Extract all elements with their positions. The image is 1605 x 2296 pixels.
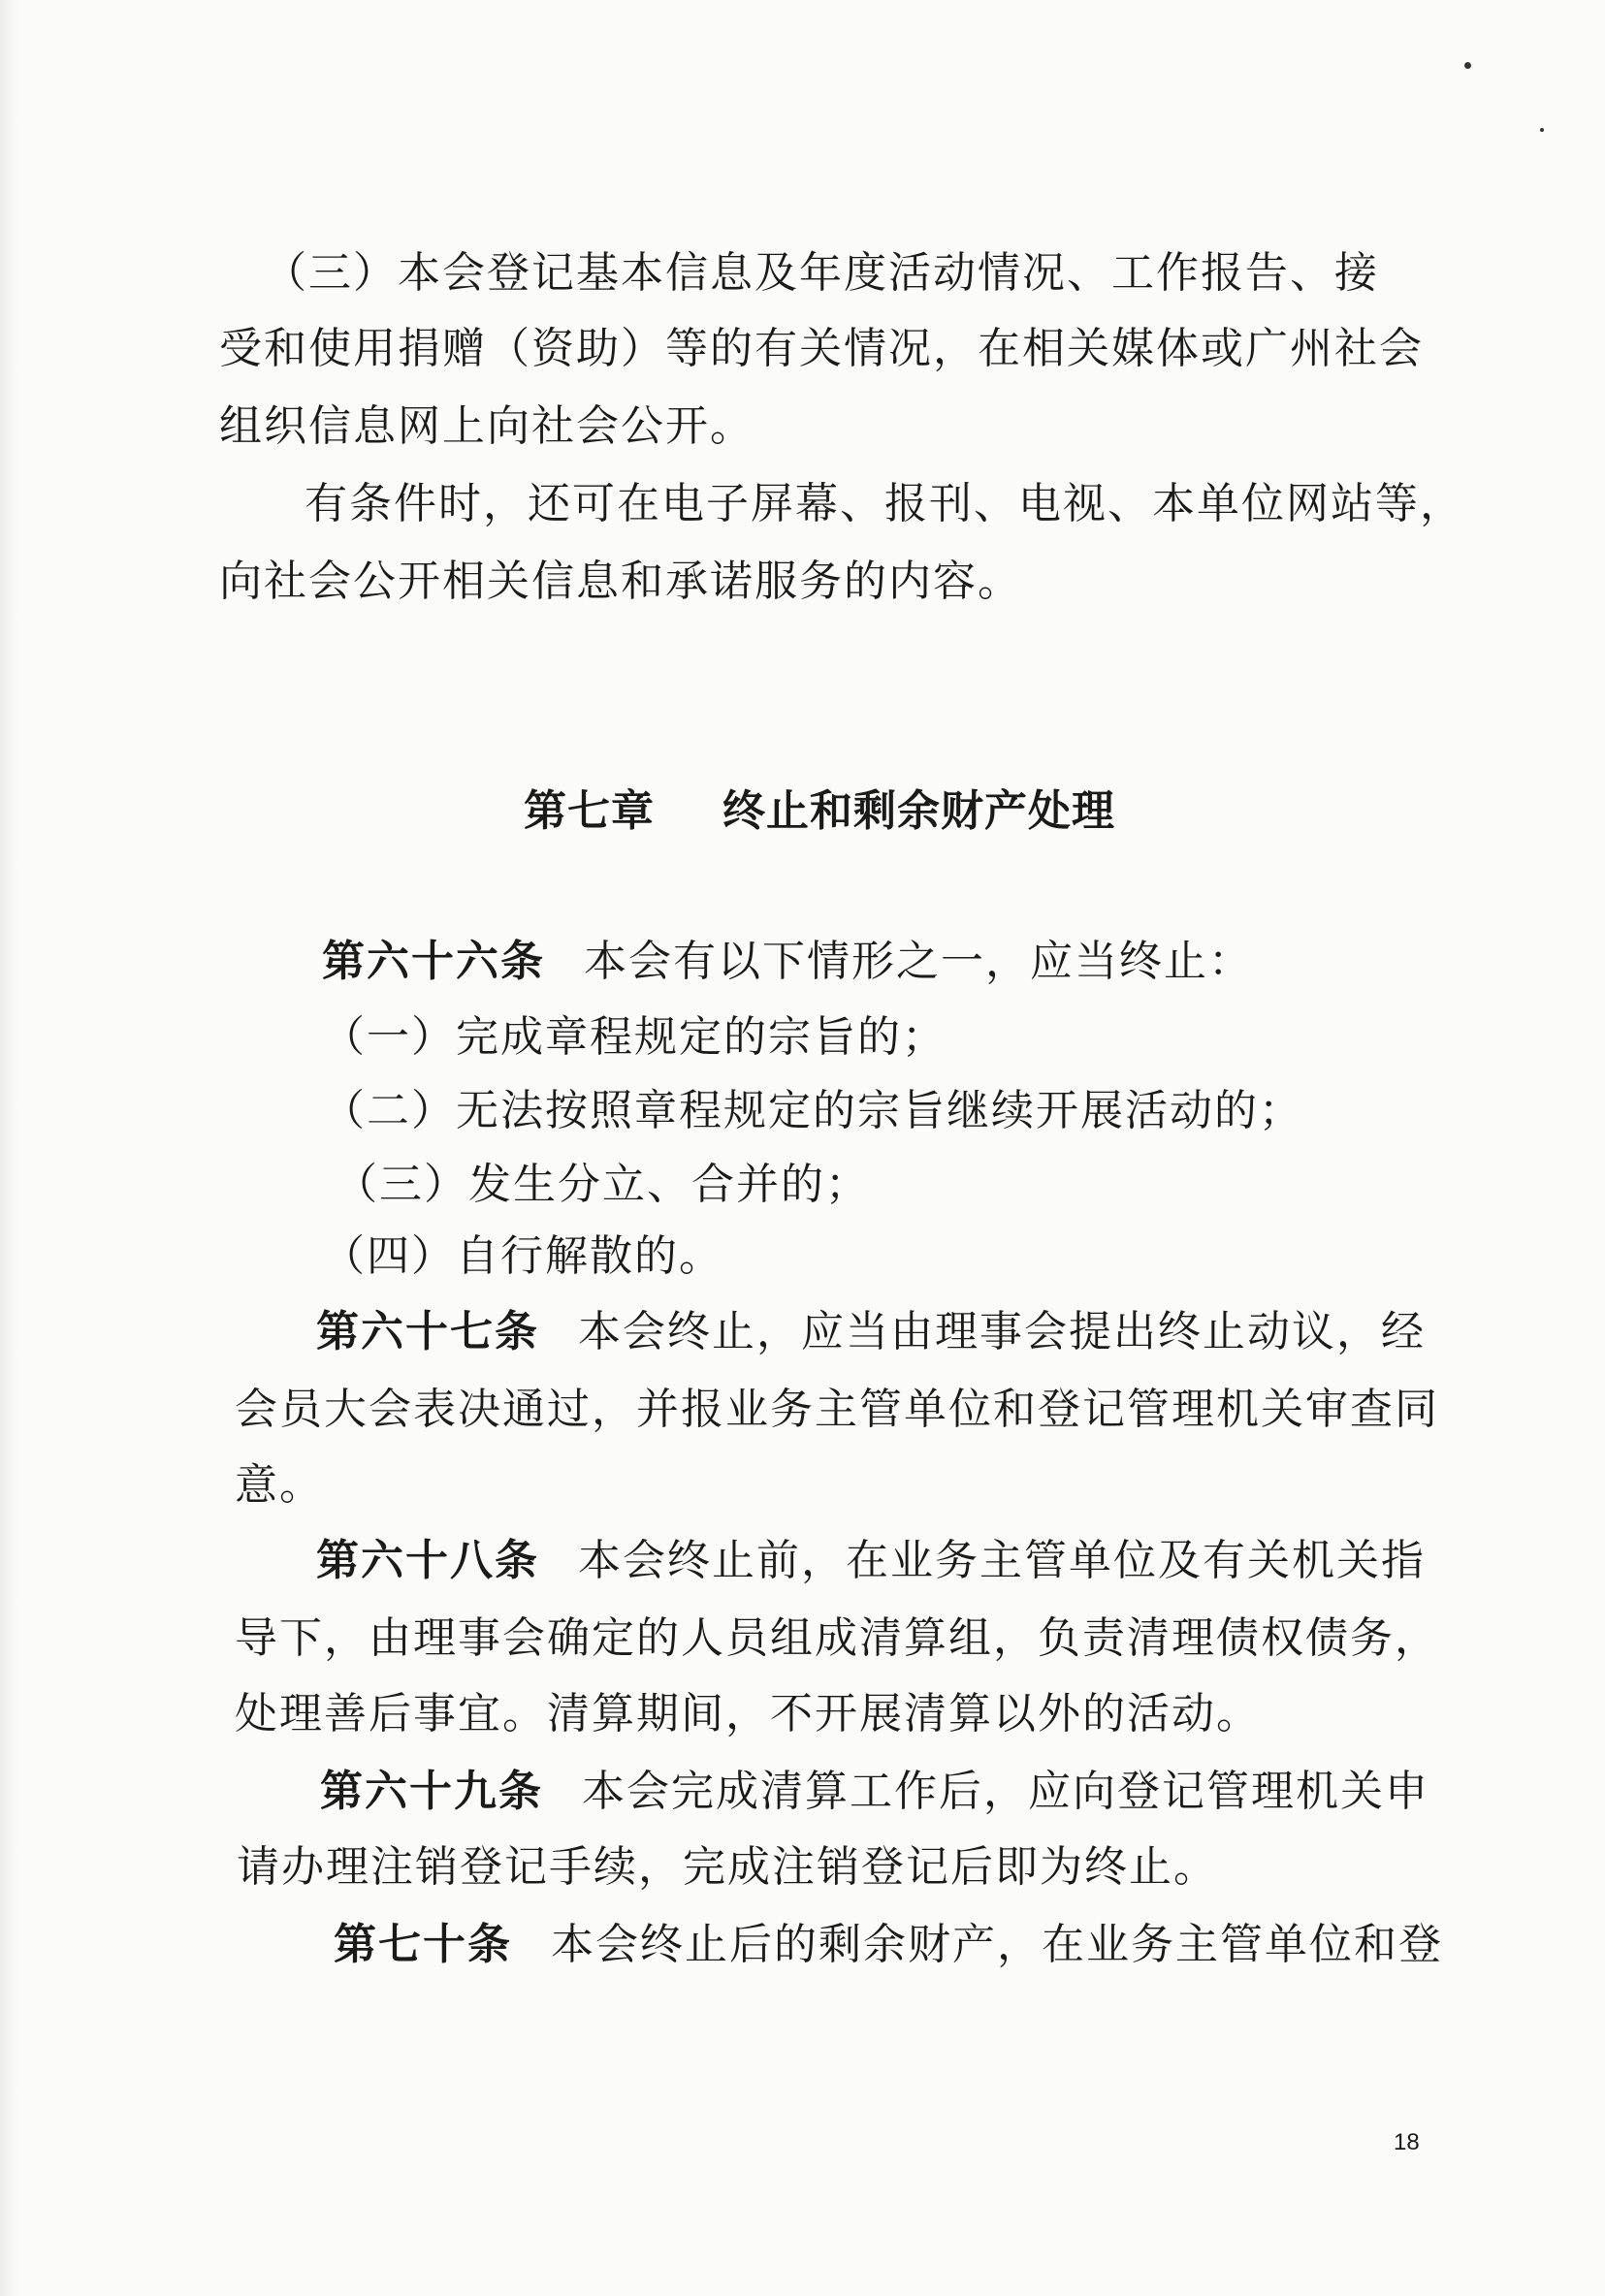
article-text: 本会完成清算工作后，应向登记管理机关申	[582, 1767, 1429, 1816]
page-number: 18	[1394, 2129, 1420, 2155]
paragraph-line: 受和使用捐赠（资助）等的有关情况，在相关媒体或广州社会	[219, 324, 1424, 373]
scan-speck	[1540, 128, 1544, 132]
list-item: （二）无法按照章程规定的宗旨继续开展活动的；	[322, 1086, 1303, 1135]
article-text: 本会终止前，在业务主管单位及有关机关指	[578, 1536, 1426, 1585]
paragraph-line: 组织信息网上向社会公开。	[219, 401, 754, 451]
chapter-heading	[524, 776, 1115, 838]
chapter-title: 终止和剩余财产处理	[722, 786, 1115, 836]
paragraph-line: 处理善后事宜。清算期间，不开展清算以外的活动。	[235, 1689, 1261, 1738]
article-66	[322, 933, 1253, 991]
article-68	[316, 1532, 1426, 1590]
list-item: （三）发生分立、合并的；	[335, 1160, 870, 1209]
paragraph-line: 会员大会表决通过，并报业务主管单位和登记管理机关审查同	[235, 1385, 1439, 1434]
list-item: （一）完成章程规定的宗旨的；	[322, 1012, 947, 1062]
article-67	[316, 1303, 1426, 1361]
paragraph-line: 有条件时，还可在电子屏幕、报刊、电视、本单位网站等，	[305, 479, 1464, 528]
paragraph-line: 导下，由理事会确定的人员组成清算组，负责清理债权债务，	[235, 1613, 1439, 1663]
article-label: 第六十七条	[316, 1307, 539, 1356]
article-label: 第六十八条	[316, 1536, 539, 1585]
article-text: 本会有以下情形之一，应当终止：	[584, 937, 1253, 986]
article-text: 本会终止，应当由理事会提出终止动议，经	[578, 1307, 1426, 1356]
article-label: 第六十六条	[322, 937, 545, 986]
paragraph-line: （三）本会登记基本信息及年度活动情况、工作报告、接	[264, 248, 1379, 298]
list-item: （四）自行解散的。	[322, 1231, 723, 1281]
paragraph-line: 请办理注销登记手续，完成注销登记后即为终止。	[237, 1842, 1218, 1892]
scan-speck	[1464, 62, 1471, 69]
paragraph-line: 意。	[235, 1460, 324, 1510]
article-label: 第七十条	[334, 1920, 512, 1969]
article-69	[320, 1763, 1429, 1821]
paragraph-line: 向社会公开相关信息和承诺服务的内容。	[219, 557, 1022, 606]
article-70	[334, 1916, 1443, 1974]
chapter-number: 第七章	[524, 786, 655, 836]
scan-edge-shadow	[0, 0, 17, 2296]
article-label: 第六十九条	[320, 1767, 543, 1816]
article-text: 本会终止后的剩余财产，在业务主管单位和登	[551, 1920, 1443, 1969]
